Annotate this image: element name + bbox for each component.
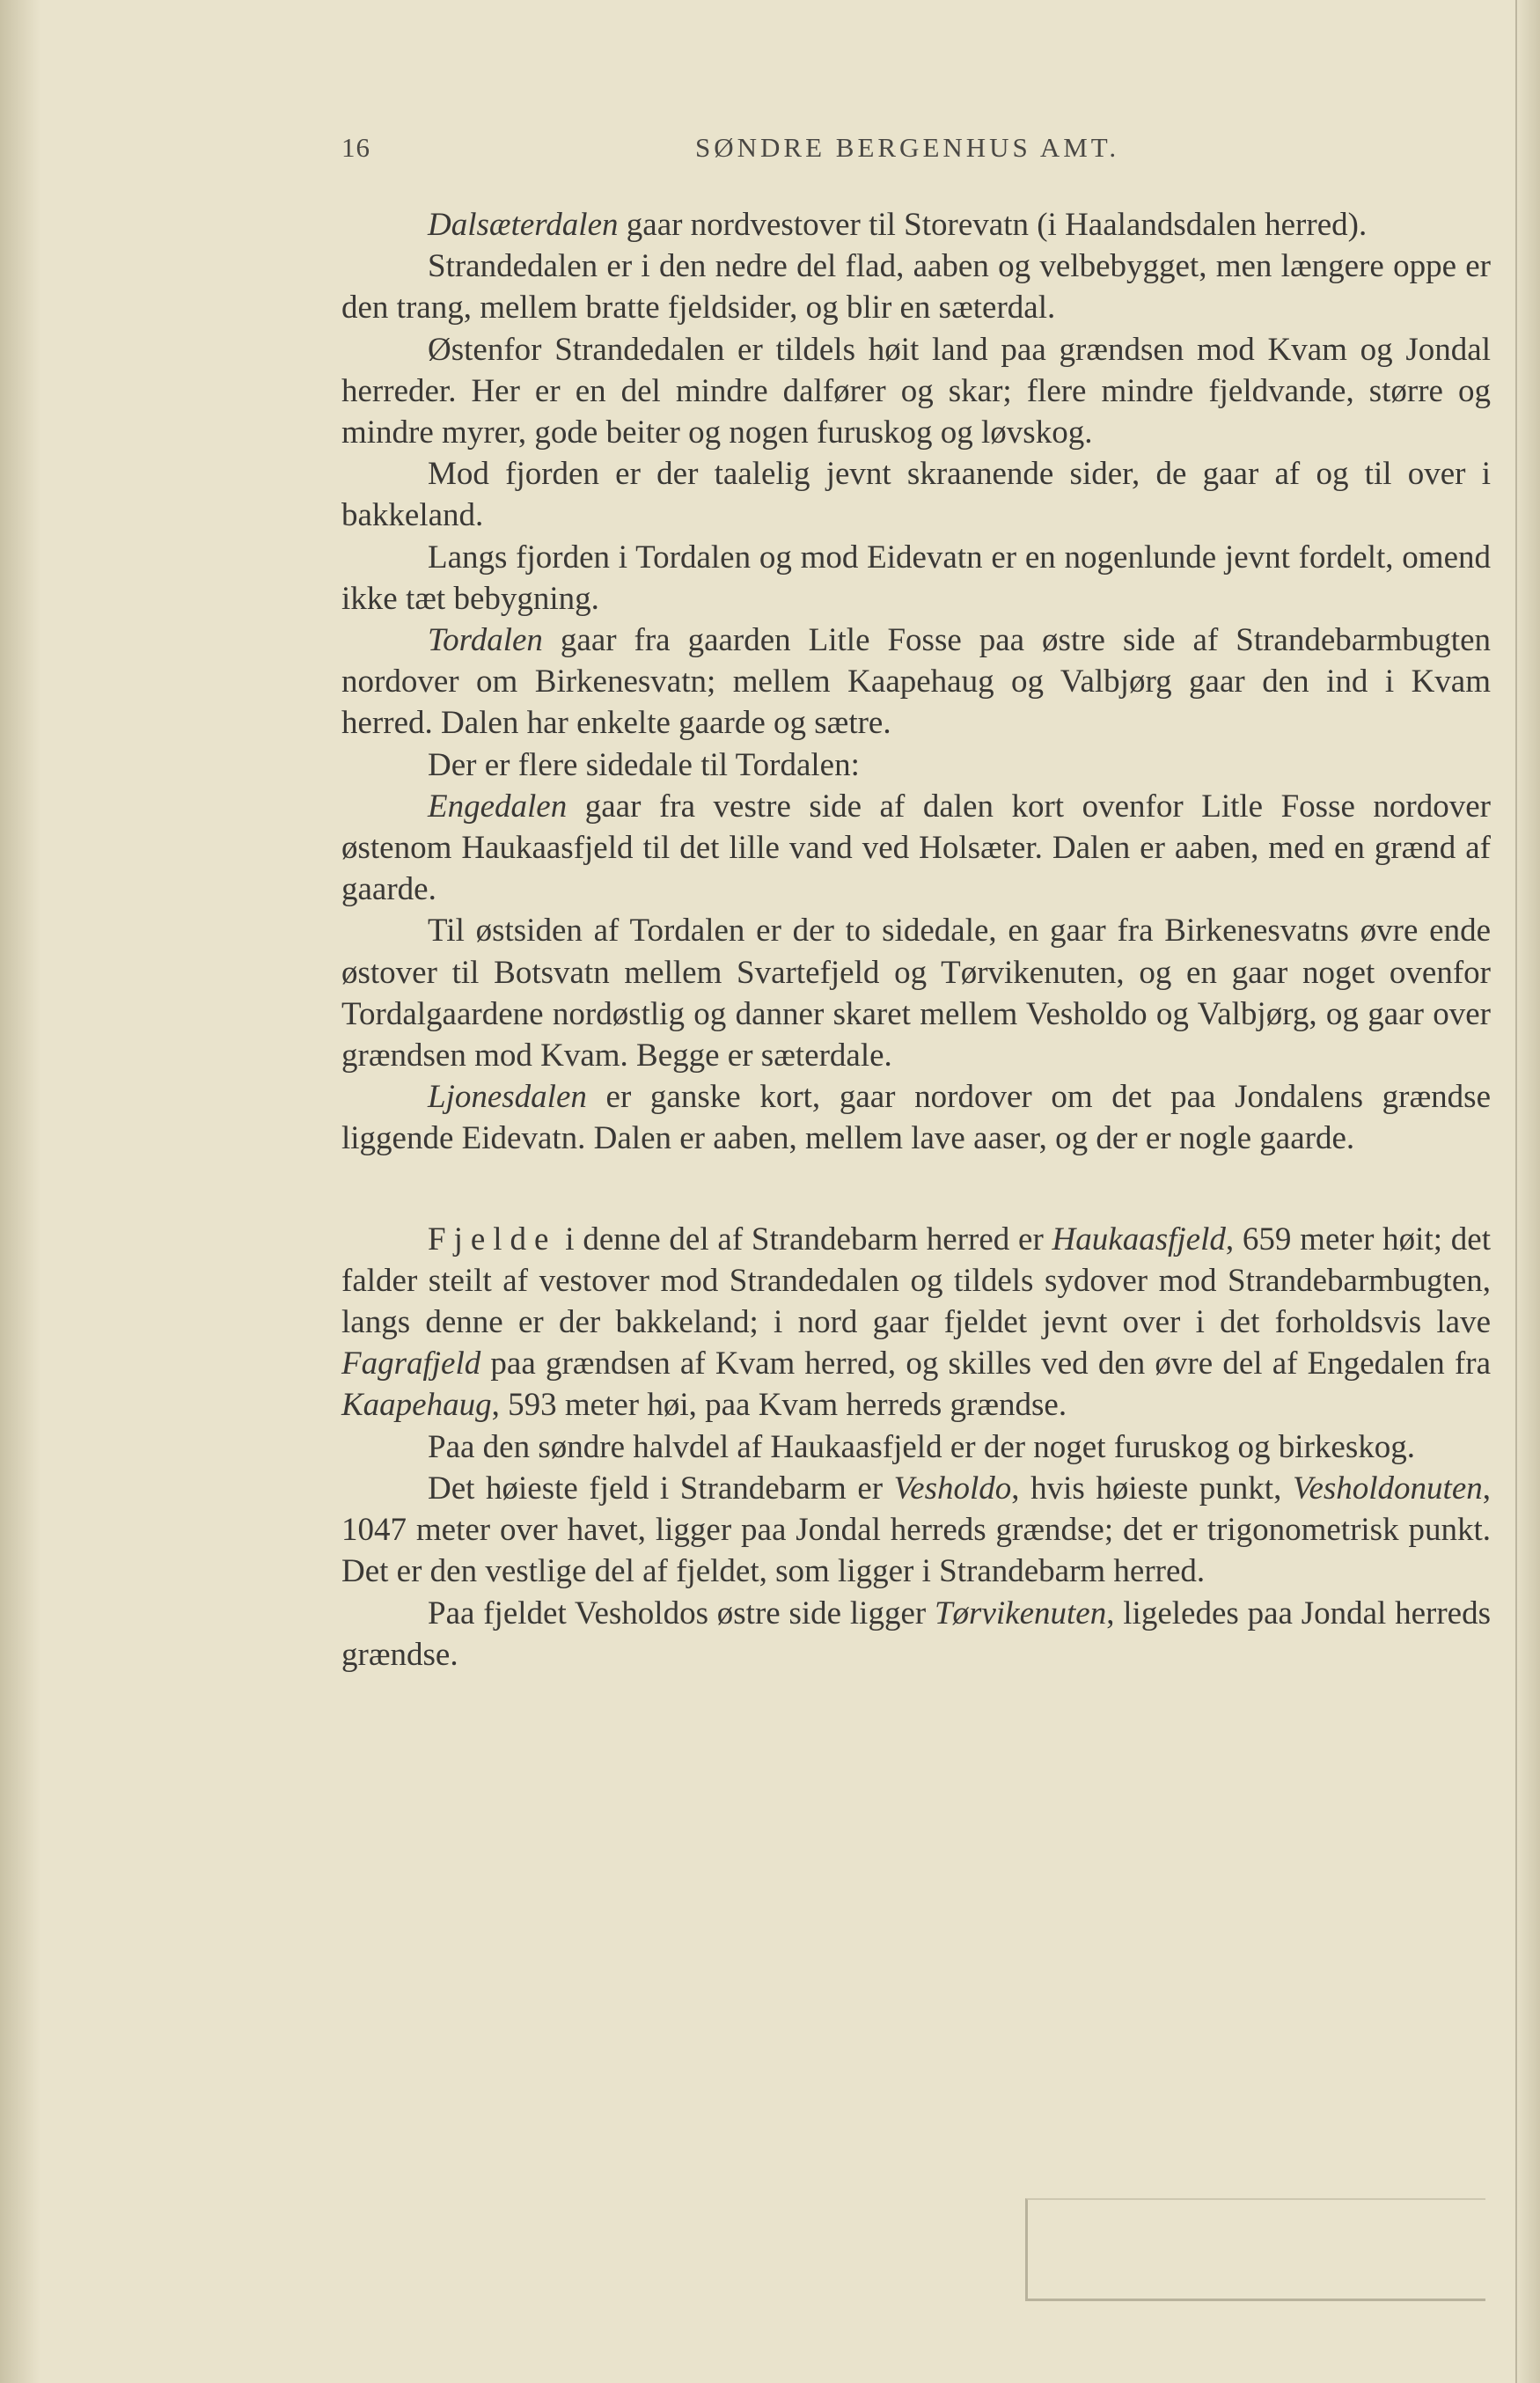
paragraph (341, 246, 1491, 328)
paragraph (341, 1468, 1491, 1593)
text-run: Østenfor Strandedalen er tildels høit land paa grændsen mod Kvam og Jondal herreder. Her er en del mindre dalfører og skar; flere mindre fjeldvande, større og mindre myrer, gode beiter og nogen furuskog og løvskog. (341, 331, 1491, 451)
spaced-term: Fjelde (428, 1221, 557, 1257)
italic-term: Vesholdonuten (1292, 1470, 1483, 1507)
paragraph (341, 744, 1491, 786)
italic-term: Vesholdo (893, 1470, 1012, 1507)
paragraph (341, 1593, 1491, 1675)
paragraph (341, 910, 1491, 1076)
page-binding-line (1515, 0, 1517, 2383)
paragraph (341, 1426, 1491, 1468)
italic-term: Fagrafjeld (341, 1345, 481, 1382)
italic-term: Tordalen (428, 622, 543, 659)
text-run: , 1047 meter over havet, ligger paa Jondal herreds grændse; det er trigonometrisk punkt. Det er den vestlige del af fjeldet, som ligger i Strandebarm herred. (341, 1470, 1491, 1590)
italic-term: Tørvikenuten (934, 1595, 1107, 1631)
page-edge-shadow-left (0, 0, 40, 2383)
text-run: Der er flere sidedale til Tordalen: (428, 746, 860, 783)
text-run: Mod fjorden er der taalelig jevnt skraanende sider, de gaar af og til over i bakkeland. (341, 456, 1491, 534)
text-run: gaar fra vestre side af dalen kort ovenfor Litle Fosse nordover østenom Haukaasfjeld til det lille vand ved Holsæter. Dalen er aaben, med en grænd af gaarde. (341, 788, 1491, 908)
text-run: Langs fjorden i Tordalen og mod Eidevatn er en nogenlunde jevnt fordelt, omend ikke tæt bebygning. (341, 539, 1491, 617)
paragraph (341, 620, 1491, 744)
text-run: , ligeledes paa Jondal herreds grændse. (341, 1595, 1491, 1673)
paragraph (341, 1219, 1491, 1426)
paragraph (341, 204, 1491, 246)
text-run: gaar nordvestover til Storevatn (i Haalandsdalen herred). (618, 207, 1368, 243)
italic-term: Kaapehaug (341, 1387, 492, 1424)
italic-term: Dalsæterdalen (428, 207, 619, 243)
page-number: 16 (341, 132, 370, 163)
text-run: Strandedalen er i den nedre del flad, aaben og velbebygget, men længere oppe er den trang, mellem bratte fjeldsider, og blir en sæterdal. (341, 248, 1491, 326)
text-run: , 593 meter høi, paa Kvam herreds grændse. (491, 1387, 1067, 1424)
paragraph (341, 1076, 1491, 1159)
text-run: Det høieste fjeld i Strandebarm er (428, 1470, 894, 1507)
text-run: Til østsiden af Tordalen er der to sidedale, en gaar fra Birkenesvatns øvre ende østover til Botsvatn mellem Svartefjeld og Tørvikenuten, og en gaar noget ovenfor Tordalgaardene nordøstlig og danner skaret mellem Vesholdo og Valbjørg, og gaar over grændsen mod Kvam. Begge er sæterdale. (341, 913, 1491, 1074)
text-run: Paa den søndre halvdel af Haukaasfjeld er der noget furuskog og birkeskog. (428, 1428, 1415, 1465)
paragraph (341, 786, 1491, 911)
text-run: , hvis høieste punkt, (1011, 1470, 1293, 1507)
page-edge-shadow-right (1514, 0, 1540, 2383)
text-run: er ganske kort, gaar nordover om det paa Jondalens grændse liggende Eidevatn. Dalen er aaben, mellem lave aaser, og der er nogle gaarde. (341, 1079, 1491, 1157)
library-stamp-box (1025, 2198, 1485, 2301)
paragraph (341, 329, 1491, 454)
italic-term: Haukaasfjeld (1052, 1221, 1226, 1257)
running-title: SØNDRE BERGENHUS AMT. (695, 132, 1120, 163)
paragraph (341, 537, 1491, 620)
italic-term: Ljonesdalen (428, 1079, 587, 1116)
text-run: gaar fra gaarden Litle Fosse paa østre side af Strandebarmbugten nordover om Birkenesvatn; mellem Kaapehaug og Valbjørg gaar den ind i Kvam herred. Dalen har enkelte gaarde og sætre. (341, 622, 1491, 742)
body-text (341, 204, 1491, 1675)
text-run: Paa fjeldet Vesholdos østre side ligger (428, 1595, 935, 1631)
text-run: , 659 meter høit; det falder steilt af vestover mod Strandedalen og tildels sydover mod Strandebarmbugten, langs denne er der bakkeland; i nord gaar fjeldet jevnt over i det forholdsvis lave (341, 1221, 1491, 1341)
text-run: i denne del af Strandebarm herred er (556, 1221, 1052, 1257)
paragraph (341, 453, 1491, 536)
italic-term: Engedalen (428, 788, 568, 825)
text-run: paa grændsen af Kvam herred, og skilles ved den øvre del af Engedalen fra (480, 1345, 1491, 1382)
